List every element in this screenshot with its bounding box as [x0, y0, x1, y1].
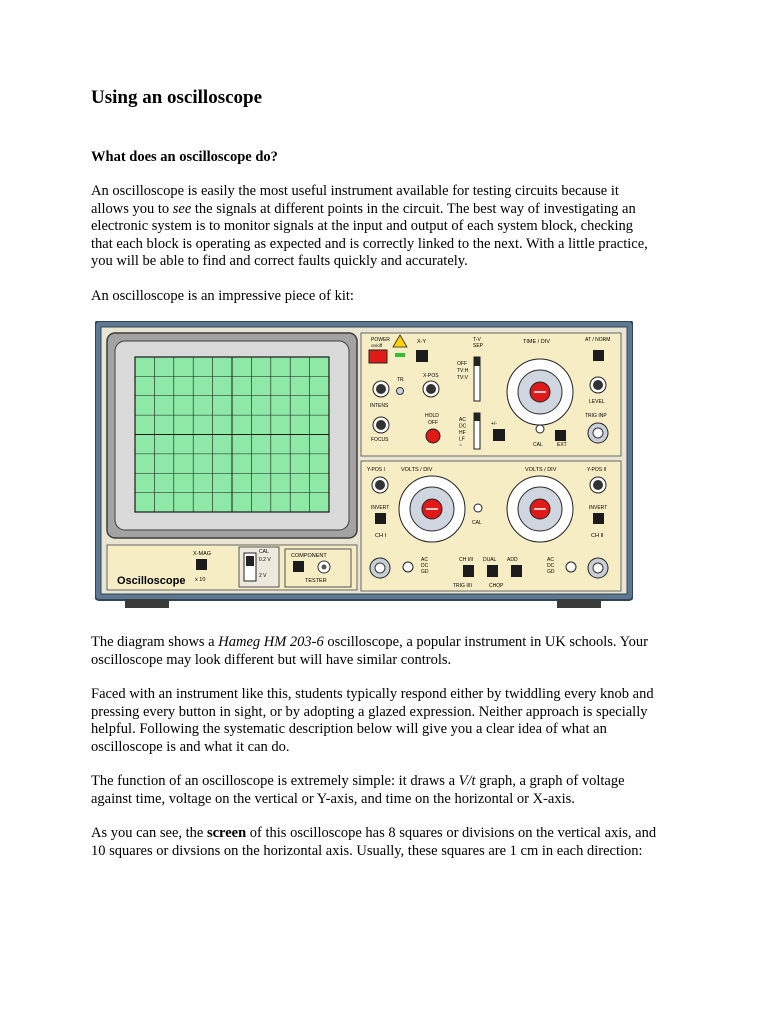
at-norm-button[interactable] [593, 350, 604, 361]
trig-opts-label: ~ [459, 443, 462, 449]
svg-text:LEVEL: LEVEL [589, 399, 605, 405]
mode-button[interactable] [463, 565, 474, 577]
tv-opts-label: TV:H [457, 368, 469, 374]
svg-text:TRIG I/II: TRIG I/II [453, 583, 472, 589]
mode-button-label: ADD [507, 557, 518, 563]
svg-text:FOCUS: FOCUS [371, 437, 389, 443]
invert-ch1-button[interactable] [375, 513, 386, 524]
coupling-left-label: AC [421, 557, 428, 563]
svg-text:POWER: POWER [371, 337, 390, 343]
trig-opts-label: HF [459, 430, 466, 436]
oscilloscope-diagram [95, 321, 633, 610]
paragraph-function: The function of an oscilloscope is extremely simple: it draws a V/t graph, a graph of voltage against time, voltage on the vertical or Y-axis, and time on the horizontal or X-axis. [91, 773, 625, 807]
svg-text:CH I: CH I [375, 533, 386, 539]
svg-text:TRIG INP: TRIG INP [585, 413, 607, 419]
svg-text:X-POS: X-POS [423, 373, 439, 379]
svg-text:2 V: 2 V [259, 573, 267, 579]
svg-text:CH II: CH II [591, 533, 604, 539]
svg-text:AT / NORM: AT / NORM [585, 337, 611, 343]
mode-button[interactable] [487, 565, 498, 577]
svg-text:CHOP: CHOP [489, 583, 504, 589]
ext-button[interactable] [555, 430, 566, 441]
svg-text:HOLD: HOLD [425, 413, 439, 419]
tv-opts-label: OFF [457, 361, 467, 367]
svg-text:INVERT: INVERT [589, 505, 608, 511]
svg-text:0.2 V: 0.2 V [259, 557, 271, 563]
svg-text:X-MAG: X-MAG [193, 551, 212, 557]
svg-text:TIME / DIV: TIME / DIV [523, 339, 550, 345]
coupling-right-label: GD [547, 569, 555, 575]
svg-text:TESTER: TESTER [305, 578, 327, 584]
svg-text:TR: TR [397, 377, 404, 383]
tv-opts-label: TV:V [457, 375, 468, 381]
svg-text:Y-POS I: Y-POS I [367, 467, 385, 473]
coupling-left-label: GD [421, 569, 429, 575]
paragraph-students: Faced with an instrument like this, students typically respond either by twiddling every knob and pressing every button in sight, or by adopting a glazed expression. Neither approach is specially helpful. Following the systematic description below will give you a clear idea of what an oscilloscope is and what it can do. [91, 686, 654, 755]
svg-text:VOLTS / DIV: VOLTS / DIV [525, 467, 557, 473]
trig-sign-button[interactable] [493, 429, 505, 441]
svg-text:on/off: on/off [371, 343, 383, 348]
crt-screen [135, 357, 329, 512]
svg-text:COMPONENT: COMPONENT [291, 553, 327, 559]
trig-opts-label: DC [459, 423, 467, 430]
paragraph-hameg: The diagram shows a Hameg HM 203-6 oscilloscope, a popular instrument in UK schools. Your oscilloscope may look different but will have similar controls. [91, 634, 648, 668]
svg-text:SEP: SEP [473, 343, 484, 349]
paragraph-kit: An oscilloscope is an impressive piece of kit: [91, 288, 354, 304]
trig-opts-label: LF [459, 436, 465, 443]
coupling-left-label: DC [421, 563, 429, 569]
mode-button[interactable] [511, 565, 522, 577]
svg-text:CAL: CAL [259, 549, 269, 555]
paragraph-screen: As you can see, the screen of this oscilloscope has 8 squares or divisions on the vertical axis, and 10 squares or divsions on the horizontal axis. Usually, these squares are 1 cm in each direction: [91, 825, 657, 859]
invert-ch2-button[interactable] [593, 513, 604, 524]
coupling-right-label: AC [547, 557, 554, 563]
mode-button-label: DUAL [483, 557, 497, 563]
svg-text:Y-POS II: Y-POS II [587, 467, 607, 473]
svg-text:INTENS: INTENS [370, 403, 389, 409]
svg-text:X-Y: X-Y [417, 339, 427, 345]
svg-text:T-V: T-V [473, 337, 481, 343]
trig-opts-label: AC [459, 417, 466, 423]
component-button[interactable] [293, 561, 304, 572]
svg-text:CAL: CAL [533, 442, 543, 448]
cal-switch[interactable] [246, 556, 254, 566]
page-title: Using an oscilloscope [91, 87, 263, 108]
paragraph-intro: An oscilloscope is easily the most useful instrument available for testing circuits because it allows you to see the signals at different points in the circuit. The best way of investigating an electronic system is to monitor signals at the input and output of each system block, checking that each block is operating as expected and is correctly linked to the next. With a little practice, you will be able to find and correct faults quickly and accurately. [91, 183, 648, 269]
brand-label: Oscilloscope [117, 575, 186, 587]
svg-text:x 10: x 10 [195, 577, 206, 583]
svg-text:+/-: +/- [491, 421, 497, 427]
svg-text:OFF: OFF [428, 420, 438, 426]
coupling-right-label: DC [547, 563, 555, 569]
xy-button[interactable] [416, 350, 428, 362]
xmag-button[interactable] [196, 559, 207, 570]
mode-button-label: CH I/II [459, 557, 474, 563]
power-button[interactable] [369, 350, 387, 363]
section-heading: What does an oscilloscope do? [91, 149, 278, 165]
svg-text:VOLTS / DIV: VOLTS / DIV [401, 467, 433, 473]
svg-text:EXT: EXT [557, 442, 567, 448]
svg-text:CAL: CAL [472, 520, 482, 526]
svg-text:INVERT: INVERT [371, 505, 390, 511]
